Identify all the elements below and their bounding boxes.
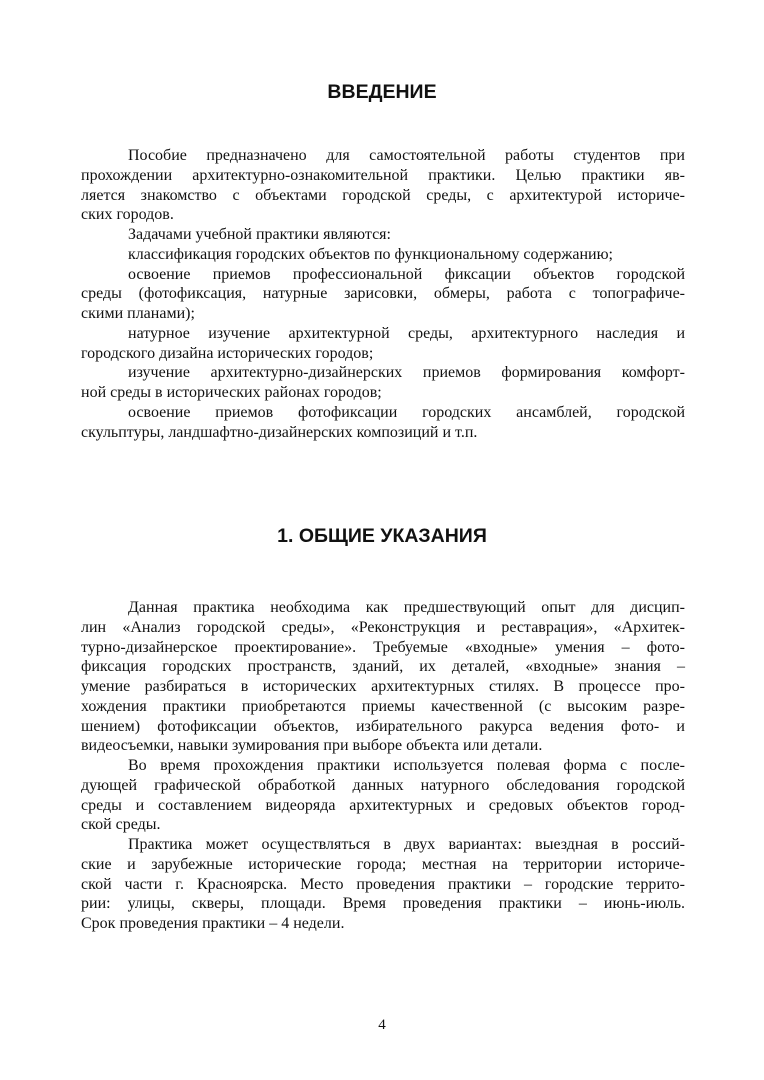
text-line: среды (фотофиксация, натурные зарисовки, обмеры, работа с топографиче- — [81, 285, 685, 303]
text-line: дующей графической обработкой данных натурного обследования городской — [81, 776, 685, 794]
text-line: Задачами учебной практики являются: — [128, 226, 391, 243]
page-number: 4 — [378, 1017, 386, 1033]
text-line: городского дизайна исторических городов; — [81, 344, 374, 362]
text-line: освоение приемов профессиональной фиксации объектов городской — [128, 265, 685, 283]
text-line: Срок проведения практики – 4 недели. — [81, 915, 345, 932]
text-line: освоение приемов фотофиксации городских ансамблей, городской — [128, 403, 685, 421]
text-line: Данная практика необходима как предшествующий опыт для дисцип- — [128, 599, 685, 616]
text-line: видеосъемки, навыки зумирования при выборе объекта или детали. — [81, 737, 543, 755]
text-line: лин «Анализ городской среды», «Реконструкция и реставрация», «Архитек- — [81, 618, 685, 636]
text-line: умение разбираться в исторических архитектурных стилях. В процессе про- — [81, 678, 685, 695]
text-line: ской части г. Красноярска. Место проведения практики – городские террито- — [81, 875, 685, 893]
text-line: ской среды. — [81, 816, 161, 834]
text-line: прохождении архитектурно-ознакомительной практики. Целью практики яв- — [81, 166, 685, 184]
text-line: классификация городских объектов по функциональному содержанию; — [128, 245, 613, 263]
text-line: Пособие предназначено для самостоятельной работы студентов при — [128, 147, 685, 164]
text-line: фиксация городских пространств, зданий, их деталей, «входные» знания – — [81, 658, 685, 676]
text-line: рии: улицы, скверы, площади. Время проведения практики – июнь-июль. — [81, 895, 685, 913]
section-title-introduction: ВВЕДЕНИЕ — [327, 81, 437, 103]
text-line: ляется знакомство с объектами городской среды, с архитектурой историче- — [81, 186, 685, 204]
text-line: ских городов. — [81, 206, 174, 224]
general-instructions-text — [81, 598, 685, 934]
introduction-text — [81, 146, 685, 442]
text-line: изучение архитектурно-дизайнерских приемов формирования комфорт- — [128, 364, 685, 382]
text-line: скульптуры, ландшафтно-дизайнерских композиций и т.п. — [81, 423, 478, 441]
text-line: ной среды в исторических районах городов; — [81, 384, 382, 401]
text-line: Практика может осуществляться в двух вариантах: выездная в россий- — [128, 836, 685, 853]
text-line: ские и зарубежные исторические города; местная на территории историче- — [81, 855, 685, 873]
text-line: шением) фотофиксации объектов, избирательного ракурса ведения фото- и — [81, 717, 685, 735]
text-line: хождения практики приобретаются приемы качественной (с высоким разре- — [81, 697, 685, 715]
text-line: скими планами); — [81, 305, 195, 322]
text-line: натурное изучение архитектурной среды, архитектурного наследия и — [128, 324, 685, 342]
section-title-general-instructions: 1. ОБЩИЕ УКАЗАНИЯ — [277, 525, 487, 547]
text-line: турно-дизайнерское проектирование». Требуемые «входные» умения – фото- — [81, 638, 685, 656]
text-line: среды и составлением видеоряда архитектурных и средовых объектов город- — [81, 796, 685, 814]
text-line: Во время прохождения практики используется полевая форма с после- — [128, 757, 685, 774]
